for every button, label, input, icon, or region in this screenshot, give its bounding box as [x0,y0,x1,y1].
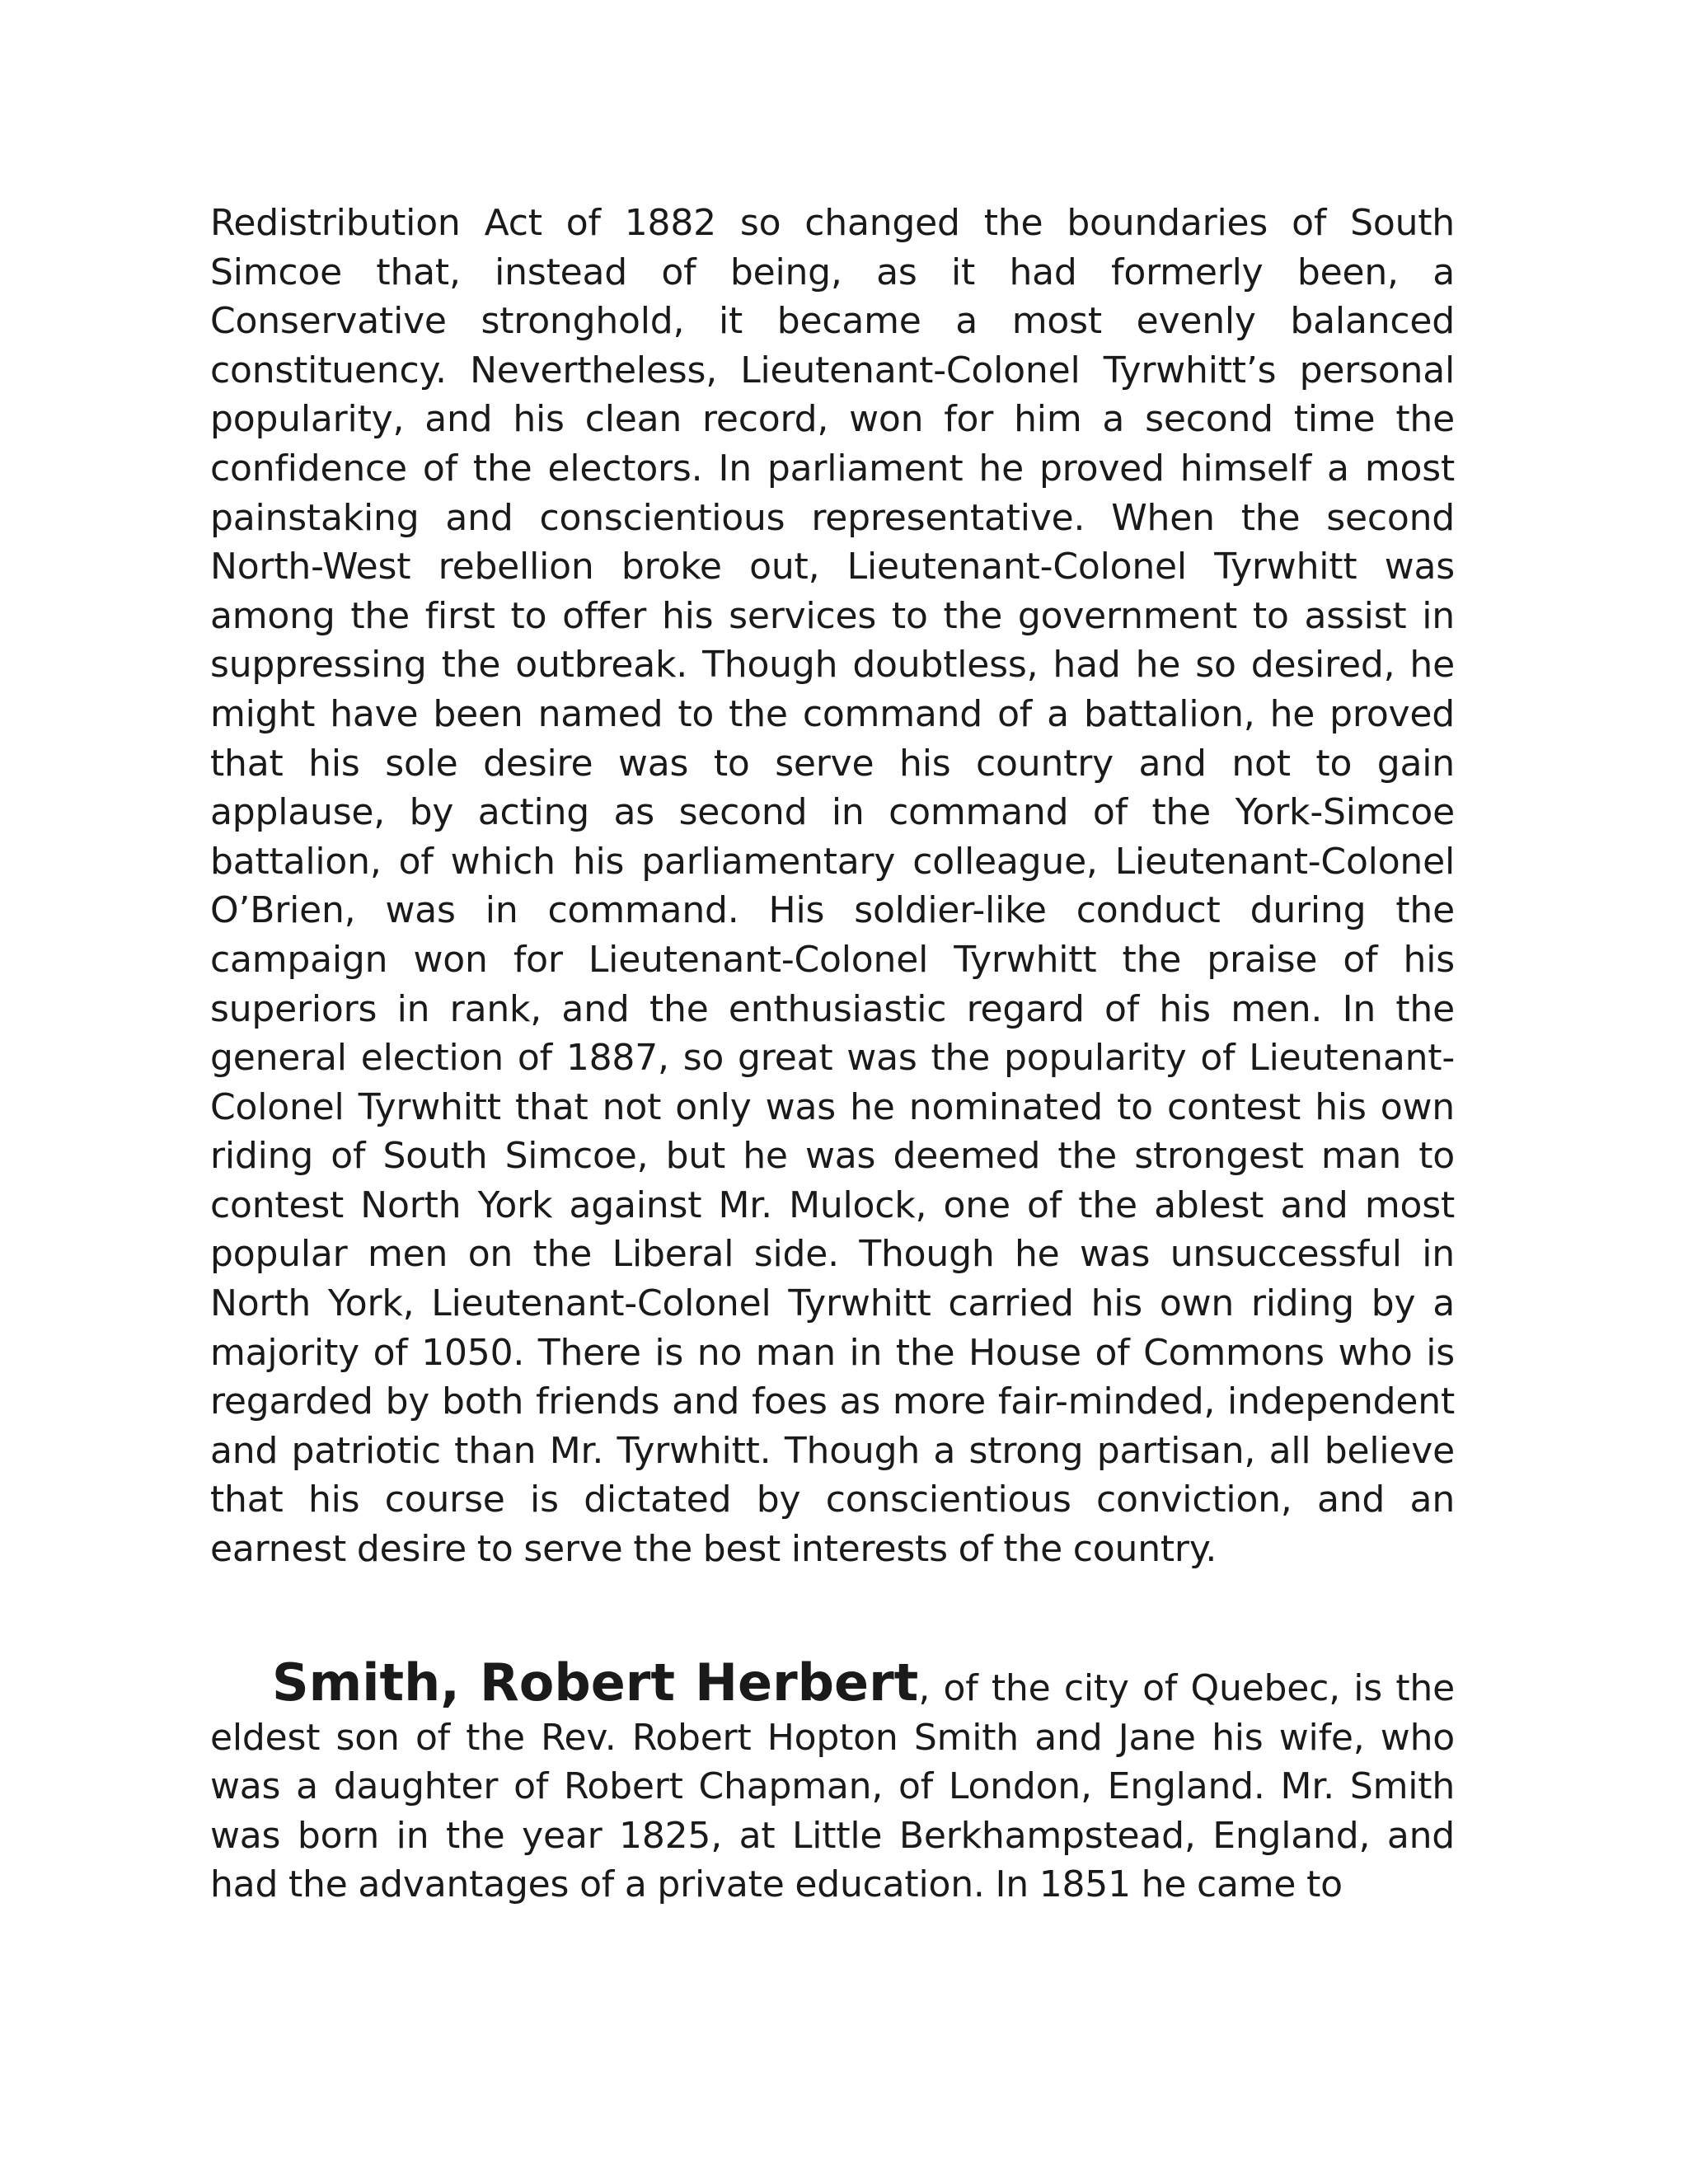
entry-body-text: , of the city of Quebec, is the eldest son of the Rev. Robert Hopton Smith and Jane his wife, who was a daughter of Robert Chapman, of London, England. Mr. Smith was born in the year 1825, at Little Berkhampstead, England, and had the advantages of a private education. In 1851 he came to [210,1667,1455,1906]
entry-name-heading: Smith, Robert Herbert [272,1652,919,1713]
paragraph-tyrwhitt-continued: Redistribution Act of 1882 so changed the boundaries of South Simcoe that, instead of being, as it had formerly been, a Conservative stronghold, it became a most evenly balanced constituency. Nevertheless, Lieutenant-Colonel Tyrwhitt’s personal popularity, and his clean record, won for him a second time the confidence of the electors. In parliament he proved himself a most painstaking and conscientious representative. When the second North-West rebellion broke out, Lieutenant-Colonel Tyrwhitt was among the first to offer his services to the government to assist in suppressing the outbreak. Though doubtless, had he so desired, he might have been named to the command of a battalion, he proved that his sole desire was to serve his country and not to gain applause, by acting as second in command of the York-Simcoe battalion, of which his parliamentary colleague, Lieutenant-Colonel O’Brien, was in command. His soldier-like conduct during the campaign won for Lieutenant-Colonel Tyrwhitt the praise of his superiors in rank, and the enthusiastic regard of his men. In the general election of 1887, so great was the popularity of Lieutenant-Colonel Tyrwhitt that not only was he nominated to contest his own riding of South Simcoe, but he was deemed the strongest man to contest North York against Mr. Mulock, one of the ablest and most popular men on the Liberal side. Though he was unsuccessful in North York, Lieutenant-Colonel Tyrwhitt carried his own riding by a majority of 1050. There is no man in the House of Commons who is regarded by both friends and foes as more fair-minded, independent and patriotic than Mr. Tyrwhitt. Though a strong partisan, all believe that his course is dictated by conscientious conviction, and an earnest desire to serve the best interests of the country. [210,202,1455,1571]
entry-smith-robert-herbert [210,1652,1455,1910]
